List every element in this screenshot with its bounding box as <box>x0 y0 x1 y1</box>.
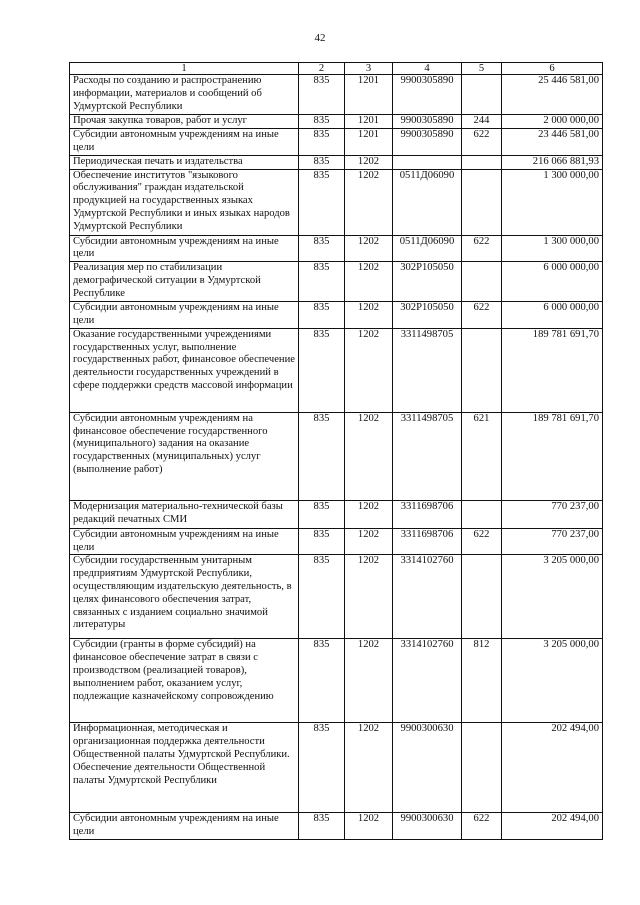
ministry-code-cell: 835 <box>299 328 345 412</box>
item-name-cell: Субсидии автономным учреждениям на иные цели <box>70 528 299 555</box>
target-article-cell: 3314102760 <box>393 639 462 723</box>
amount-cell: 770 237,00 <box>502 500 603 528</box>
table-row <box>70 412 603 500</box>
header-cell: 1 <box>70 63 299 75</box>
expense-type-cell: 622 <box>462 235 502 262</box>
table-row <box>70 528 603 555</box>
item-name-cell: Прочая закупка товаров, работ и услуг <box>70 115 299 129</box>
item-name-cell: Субсидии автономным учреждениям на иные цели <box>70 235 299 262</box>
amount-cell: 6 000 000,00 <box>502 262 603 302</box>
expense-type-cell <box>462 75 502 115</box>
ministry-code-cell: 835 <box>299 639 345 723</box>
amount-cell: 770 237,00 <box>502 528 603 555</box>
expense-type-cell <box>462 500 502 528</box>
amount-cell: 189 781 691,70 <box>502 328 603 412</box>
target-article-cell: 0511Д06090 <box>393 235 462 262</box>
ministry-code-cell: 835 <box>299 302 345 329</box>
item-name-cell: Оказание государственными учреждениями государственных услуг, выполнение государственных работ, финансовое обеспечение деятельности государственных учреждений в сфере поддержки средств массовой информации <box>70 328 299 412</box>
ministry-code-cell: 835 <box>299 75 345 115</box>
target-article-cell: 9900305890 <box>393 129 462 156</box>
item-name-cell: Субсидии автономным учреждениям на финансовое обеспечение государственного (муниципального) задания на оказание государственных (муниципальных) услуг (выполнение работ) <box>70 412 299 500</box>
expense-type-cell: 622 <box>462 813 502 840</box>
section-code-cell: 1202 <box>345 528 393 555</box>
ministry-code-cell: 835 <box>299 555 345 639</box>
section-code-cell: 1202 <box>345 723 393 813</box>
ministry-code-cell: 835 <box>299 115 345 129</box>
expense-type-cell <box>462 555 502 639</box>
target-article-cell <box>393 155 462 169</box>
item-name-cell: Реализация мер по стабилизации демографической ситуации в Удмуртской Республике <box>70 262 299 302</box>
section-code-cell: 1202 <box>345 302 393 329</box>
table-row <box>70 723 603 813</box>
amount-cell: 23 446 581,00 <box>502 129 603 156</box>
item-name-cell: Обеспечение институтов "языкового обслуживания" граждан издательской продукцией на государственных языках Удмуртской Республики и иных языках народов Удмуртской Республики <box>70 169 299 235</box>
expense-type-cell: 622 <box>462 528 502 555</box>
item-name-cell: Расходы по созданию и распространению информации, материалов и сообщений об Удмуртской Республики <box>70 75 299 115</box>
item-name-cell: Информационная, методическая и организационная поддержка деятельности Общественной палаты Удмуртской Республики. Обеспечение деятельности Общественной палаты Удмуртской Республики <box>70 723 299 813</box>
target-article-cell: 3311698706 <box>393 500 462 528</box>
target-article-cell: 302Р105050 <box>393 262 462 302</box>
section-code-cell: 1201 <box>345 129 393 156</box>
target-article-cell: 9900300630 <box>393 723 462 813</box>
amount-cell: 1 300 000,00 <box>502 235 603 262</box>
amount-cell: 216 066 881,93 <box>502 155 603 169</box>
header-cell: 3 <box>345 63 393 75</box>
table-row <box>70 813 603 840</box>
expense-type-cell <box>462 155 502 169</box>
header-cell: 6 <box>502 63 603 75</box>
section-code-cell: 1202 <box>345 328 393 412</box>
header-cell: 5 <box>462 63 502 75</box>
target-article-cell: 3314102760 <box>393 555 462 639</box>
target-article-cell: 302Р105050 <box>393 302 462 329</box>
ministry-code-cell: 835 <box>299 129 345 156</box>
section-code-cell: 1202 <box>345 235 393 262</box>
amount-cell: 25 446 581,00 <box>502 75 603 115</box>
amount-cell: 2 000 000,00 <box>502 115 603 129</box>
ministry-code-cell: 835 <box>299 155 345 169</box>
table-row <box>70 115 603 129</box>
ministry-code-cell: 835 <box>299 262 345 302</box>
amount-cell: 3 205 000,00 <box>502 555 603 639</box>
item-name-cell: Субсидии автономным учреждениям на иные цели <box>70 302 299 329</box>
item-name-cell: Периодическая печать и издательства <box>70 155 299 169</box>
expense-type-cell: 622 <box>462 302 502 329</box>
expense-type-cell: 621 <box>462 412 502 500</box>
table-row <box>70 262 603 302</box>
target-article-cell: 9900300630 <box>393 813 462 840</box>
table-row <box>70 235 603 262</box>
section-code-cell: 1202 <box>345 155 393 169</box>
expense-type-cell: 622 <box>462 129 502 156</box>
target-article-cell: 9900305890 <box>393 75 462 115</box>
item-name-cell: Модернизация материально-технической базы редакций печатных СМИ <box>70 500 299 528</box>
ministry-code-cell: 835 <box>299 528 345 555</box>
header-cell: 2 <box>299 63 345 75</box>
ministry-code-cell: 835 <box>299 723 345 813</box>
expense-type-cell: 244 <box>462 115 502 129</box>
section-code-cell: 1202 <box>345 555 393 639</box>
item-name-cell: Субсидии государственным унитарным предприятиям Удмуртской Республики, осуществляющим издательскую деятельность, в целях финансового обеспечения затрат, связанных с изданием социально значимой литературы <box>70 555 299 639</box>
section-code-cell: 1202 <box>345 639 393 723</box>
expense-type-cell <box>462 169 502 235</box>
expense-type-cell: 812 <box>462 639 502 723</box>
item-name-cell: Субсидии автономным учреждениям на иные цели <box>70 129 299 156</box>
section-code-cell: 1202 <box>345 500 393 528</box>
section-code-cell: 1202 <box>345 169 393 235</box>
amount-cell: 3 205 000,00 <box>502 639 603 723</box>
amount-cell: 1 300 000,00 <box>502 169 603 235</box>
ministry-code-cell: 835 <box>299 235 345 262</box>
section-code-cell: 1202 <box>345 412 393 500</box>
table-row <box>70 555 603 639</box>
table-row <box>70 302 603 329</box>
header-cell: 4 <box>393 63 462 75</box>
table-row <box>70 155 603 169</box>
table-row <box>70 169 603 235</box>
target-article-cell: 9900305890 <box>393 115 462 129</box>
amount-cell: 189 781 691,70 <box>502 412 603 500</box>
table-row <box>70 129 603 156</box>
table-row <box>70 500 603 528</box>
target-article-cell: 3311698706 <box>393 528 462 555</box>
expense-type-cell <box>462 262 502 302</box>
item-name-cell: Субсидии автономным учреждениям на иные цели <box>70 813 299 840</box>
section-code-cell: 1202 <box>345 262 393 302</box>
amount-cell: 202 494,00 <box>502 813 603 840</box>
amount-cell: 202 494,00 <box>502 723 603 813</box>
header-row <box>70 63 603 75</box>
target-article-cell: 3311498705 <box>393 412 462 500</box>
ministry-code-cell: 835 <box>299 169 345 235</box>
section-code-cell: 1201 <box>345 75 393 115</box>
page-number: 42 <box>314 32 326 44</box>
section-code-cell: 1202 <box>345 813 393 840</box>
target-article-cell: 0511Д06090 <box>393 169 462 235</box>
ministry-code-cell: 835 <box>299 412 345 500</box>
table-row <box>70 75 603 115</box>
section-code-cell: 1201 <box>345 115 393 129</box>
expense-type-cell <box>462 328 502 412</box>
table-row <box>70 639 603 723</box>
budget-table <box>69 62 603 840</box>
expense-type-cell <box>462 723 502 813</box>
ministry-code-cell: 835 <box>299 500 345 528</box>
item-name-cell: Субсидии (гранты в форме субсидий) на финансовое обеспечение затрат в связи с производством (реализацией товаров), выполнением работ, оказанием услуг, подлежащие казначейскому сопровождению <box>70 639 299 723</box>
target-article-cell: 3311498705 <box>393 328 462 412</box>
ministry-code-cell: 835 <box>299 813 345 840</box>
amount-cell: 6 000 000,00 <box>502 302 603 329</box>
table-row <box>70 328 603 412</box>
